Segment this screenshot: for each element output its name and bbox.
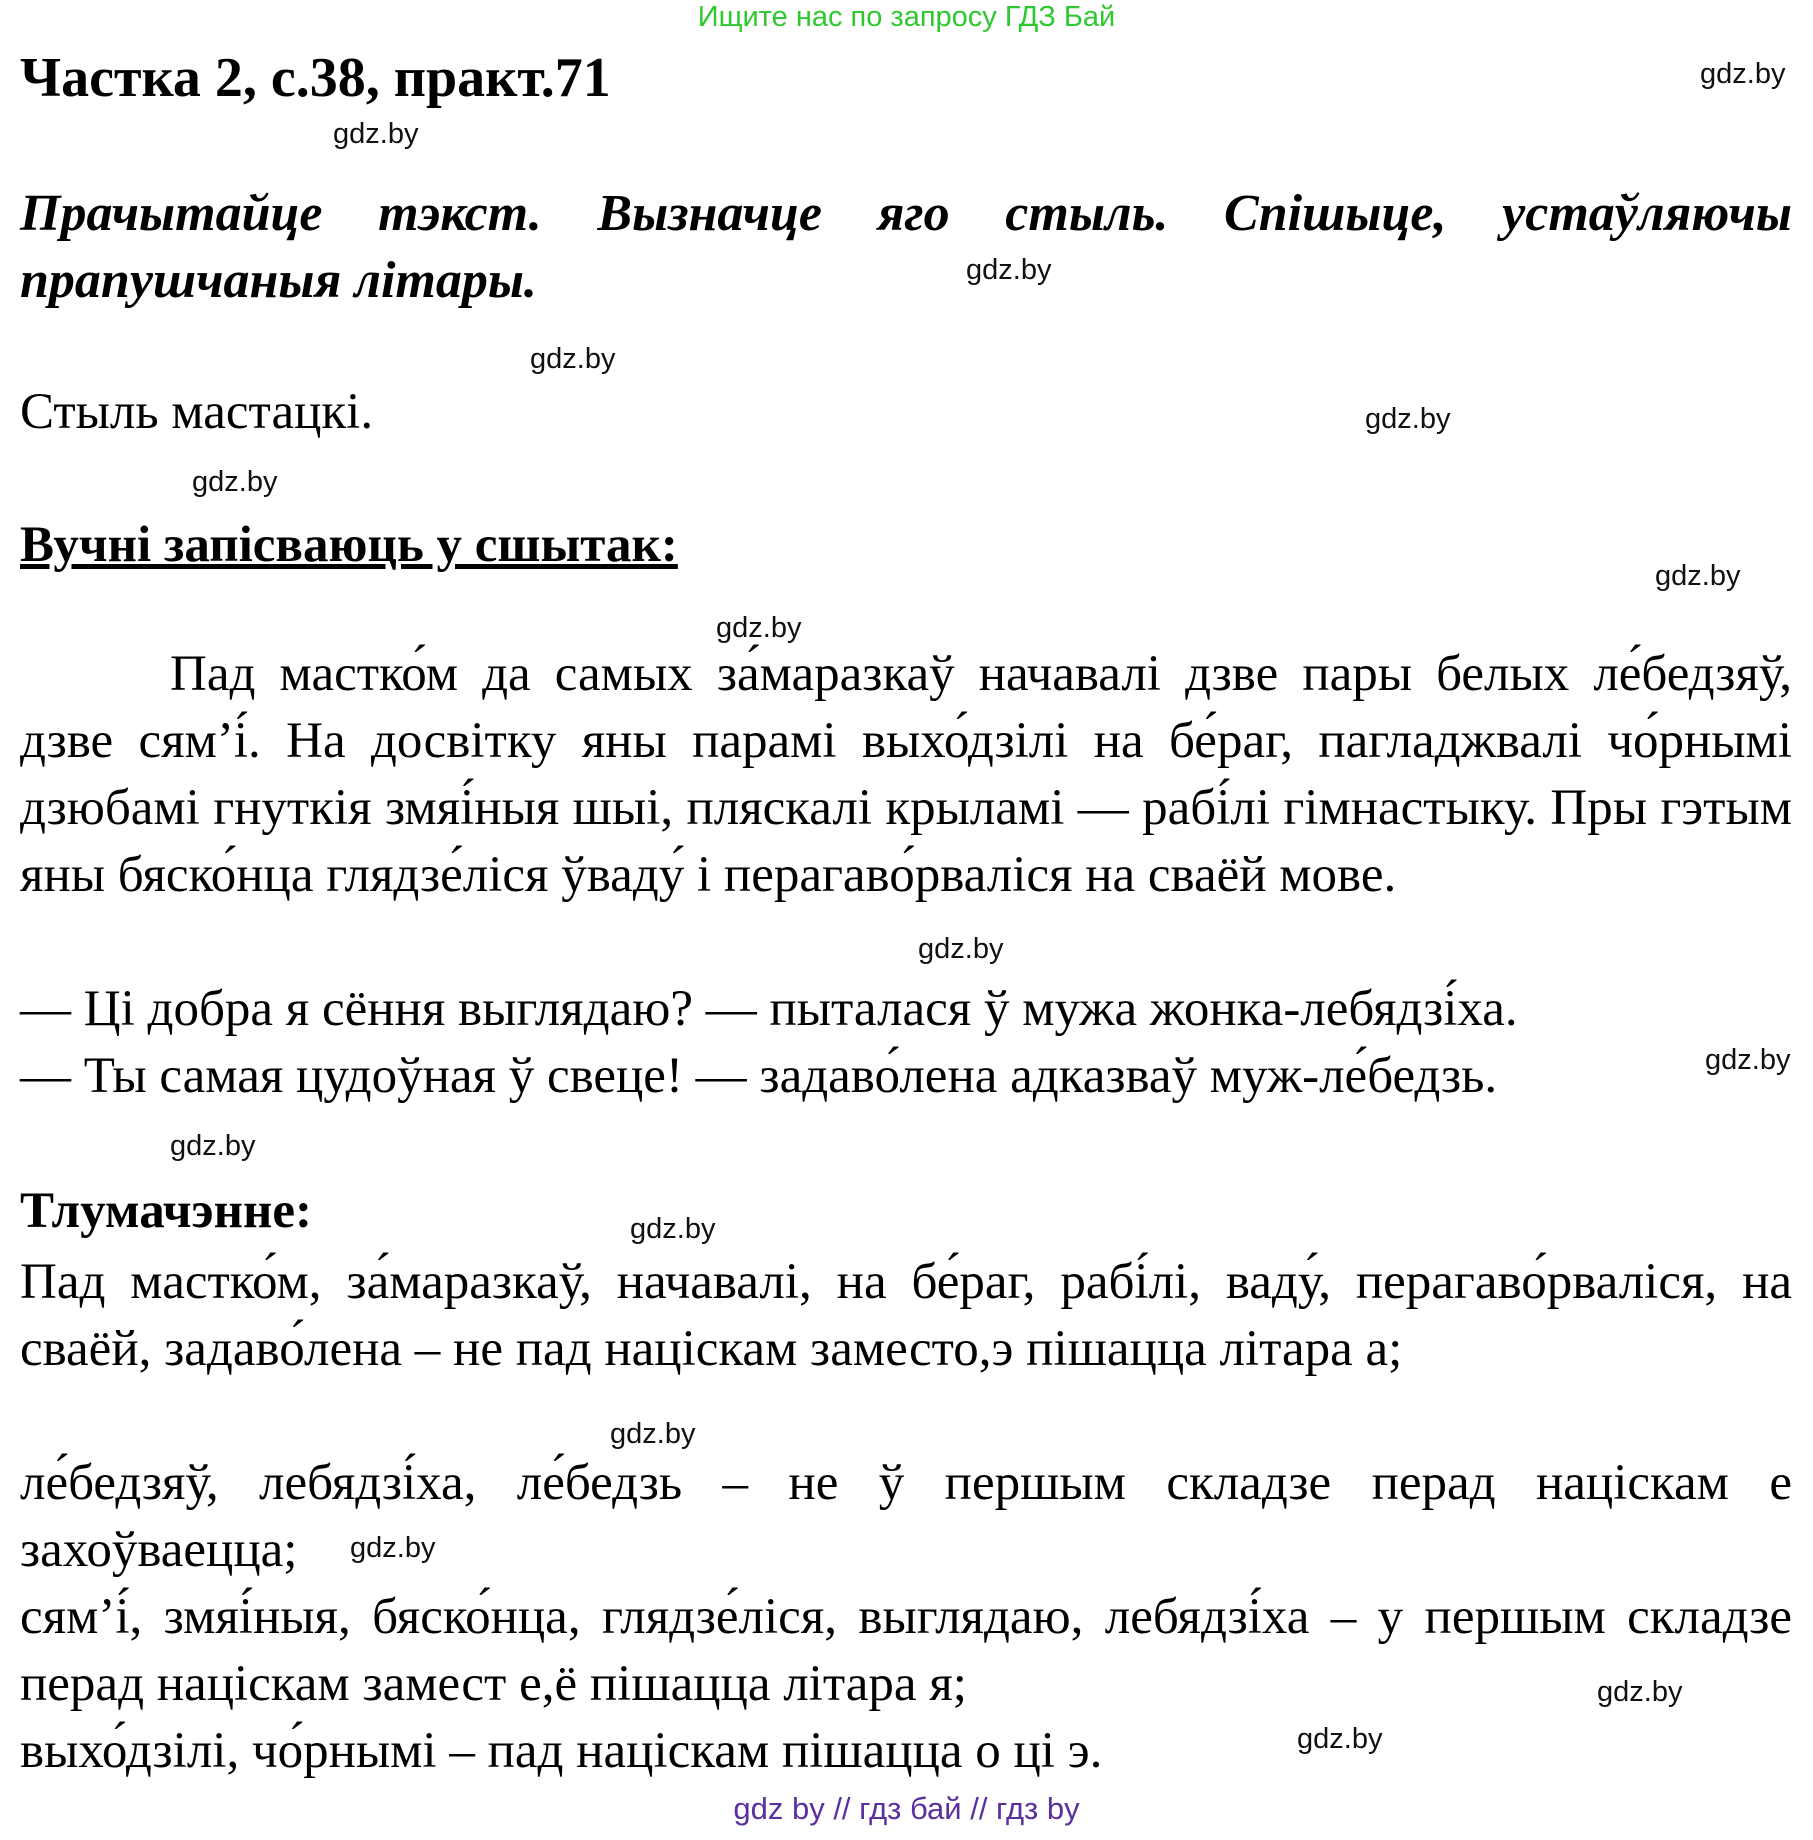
page-title: Частка 2, с.38, практ.71 <box>20 47 611 109</box>
explanation-item: выхо́дзілі, чо́рнымі – пад націскам пішацца о ці э. <box>20 1723 1103 1779</box>
watermark: gdz.by <box>170 1130 256 1162</box>
explanation-item: ле́бедзяў, лебядзі́ха, ле́бедзь – не ў першым складзе перад націскам е захоўваецца; <box>20 1455 1792 1578</box>
top-banner[interactable]: Ищите нас по запросу ГДЗ Бай <box>697 1 1116 33</box>
watermark: gdz.by <box>1655 560 1741 592</box>
watermark: gdz.by <box>192 466 278 498</box>
watermark: gdz.by <box>1297 1723 1383 1755</box>
watermark: gdz.by <box>1700 58 1786 90</box>
watermark: gdz.by <box>918 933 1004 965</box>
text-paragraph <box>20 641 1792 909</box>
task-instruction: Прачытайце тэкст. Вызначце яго стыль. Спішыце, устаўляючы прапушчаныя літары. <box>20 185 1792 309</box>
text-paragraph-body: Пад мастко́м да самых за́маразкаў начавалі дзве пары белых ле́бедзяў, дзве сям’і́. На досвітку яны парамі выхо́дзілі на бе́раг, пагладжвалі чо́рнымі дзюбамі гнуткія змяі́ныя шыі, пляскалі крыламі — рабі́лі гімнастыку. Пры гэтым яны бяско́нца глядзе́ліся ўваду́ і перагаво́рваліся на сваёй мове. <box>20 646 1792 903</box>
watermark: gdz.by <box>966 254 1052 286</box>
watermark: gdz.by <box>350 1532 436 1564</box>
style-answer: Стыль мастацкі. <box>20 384 374 440</box>
watermark: gdz.by <box>610 1418 696 1450</box>
watermark: gdz.by <box>1597 1676 1683 1708</box>
watermark: gdz.by <box>1705 1044 1791 1076</box>
notebook-header: Вучні запісваюць у сшытак: <box>20 517 678 573</box>
watermark: gdz.by <box>630 1213 716 1245</box>
dialog-line-2: — Ты самая цудоўная ў свеце! — задаво́лена адказваў муж-ле́бедзь. <box>20 1048 1498 1104</box>
watermark: gdz.by <box>716 612 802 644</box>
dialog-line-1: — Ці добра я сёння выглядаю? — пыталася ў мужа жонка-лебядзі́ха. <box>20 981 1518 1037</box>
watermark: gdz.by <box>530 343 616 375</box>
watermark: gdz.by <box>1365 403 1451 435</box>
watermark: gdz.by <box>333 118 419 150</box>
footer-links[interactable]: gdz by // гдз бай // гдз by <box>733 1791 1080 1826</box>
explanation-item: Пад мастко́м, за́маразкаў, начавалі, на бе́раг, рабі́лі, ваду́, перагаво́рваліся, на сваёй, задаво́лена – не пад націскам заместо,э пішацца літара а; <box>20 1254 1792 1377</box>
explanation-header: Тлумачэнне: <box>20 1183 312 1239</box>
explanation-item: сям’і́, змяі́ныя, бяско́нца, глядзе́ліся, выглядаю, лебядзі́ха – у першым складзе перад націскам замест е,ё пішацца літара я; <box>20 1589 1792 1712</box>
